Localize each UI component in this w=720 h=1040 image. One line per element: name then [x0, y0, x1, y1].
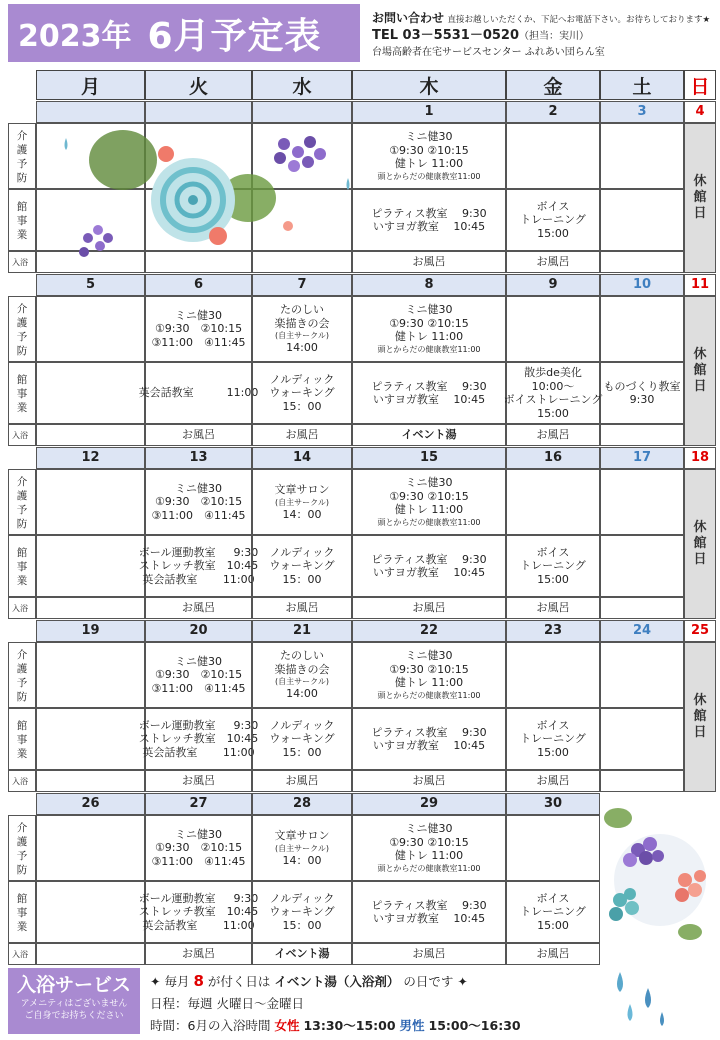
category-bath: 入浴 [8, 597, 36, 619]
bath-cell [145, 251, 252, 273]
bath-cell: お風呂 [352, 597, 506, 619]
care-cell: ミニ健30 ①9:30 ②10:15 健トレ 11:00 頭とからだの健康教室11:00 [352, 642, 506, 708]
bath-cell: お風呂 [145, 597, 252, 619]
care-cell [506, 123, 600, 189]
care-cell: ミニ健30 ①9:30 ②10:15 ③11:00 ④11:45 [145, 815, 252, 881]
date-cell [252, 101, 352, 123]
date-cell: 26 [36, 793, 145, 815]
female-time: 13:30～15:00 [303, 1018, 396, 1033]
date-cell: 4 [684, 101, 716, 123]
date-cell: 12 [36, 447, 145, 469]
hall-cell: ボイス トレーニング 15:00 [506, 535, 600, 597]
bath-cell: お風呂 [352, 770, 506, 792]
date-cell: 8 [352, 274, 506, 296]
bath-cell: お風呂 [506, 424, 600, 446]
category-care: 介 護 予 防 [8, 123, 36, 189]
care-cell [252, 123, 352, 189]
event-bath-name: イベント湯（入浴剤） [274, 974, 400, 989]
bath-cell: お風呂 [352, 943, 506, 965]
day-header-2: 水 [252, 70, 352, 100]
bath-cell [36, 770, 145, 792]
hall-cell [36, 362, 145, 424]
facility-name: 台場高齢者在宅サービスセンター ふれあい団らん室 [372, 47, 605, 58]
date-cell: 17 [600, 447, 684, 469]
care-cell: 文章サロン (自主サークル) 14：00 [252, 469, 352, 535]
hall-cell [600, 535, 684, 597]
bath-cell [36, 424, 145, 446]
title-banner [8, 4, 360, 62]
category-care: 介 護 予 防 [8, 469, 36, 535]
day-header-6: 日 [684, 70, 716, 100]
care-cell [36, 642, 145, 708]
bath-service-banner [8, 968, 140, 1034]
care-cell [506, 469, 600, 535]
hall-cell: ノルディック ウォーキング 15：00 [252, 535, 352, 597]
date-cell: 9 [506, 274, 600, 296]
closed-day: 休 館 日 [684, 123, 716, 273]
hall-cell: ピラティス教室 9:30 いすヨガ教室 10:45 [352, 362, 506, 424]
hall-cell [252, 189, 352, 251]
care-cell [36, 469, 145, 535]
day-header-3: 木 [352, 70, 506, 100]
hall-cell [36, 708, 145, 770]
date-cell: 1 [352, 101, 506, 123]
bath-cell [36, 251, 145, 273]
date-cell: 22 [352, 620, 506, 642]
date-cell: 11 [684, 274, 716, 296]
date-cell: 27 [145, 793, 252, 815]
care-cell [36, 123, 145, 189]
care-cell [506, 642, 600, 708]
day-header-4: 金 [506, 70, 600, 100]
bath-cell: お風呂 [145, 943, 252, 965]
bath-cell: お風呂 [252, 770, 352, 792]
closed-day: 休 館 日 [684, 642, 716, 792]
bath-service-title: 入浴サービス [16, 974, 131, 996]
male-time: 15:00～16:30 [428, 1018, 521, 1033]
date-cell: 19 [36, 620, 145, 642]
hall-cell: ものづくり教室 9:30 [600, 362, 684, 424]
hall-cell: ノルディック ウォーキング 15：00 [252, 708, 352, 770]
bath-cell: お風呂 [506, 943, 600, 965]
category-hall: 館 事 業 [8, 881, 36, 943]
hall-cell [36, 189, 145, 251]
inquiry-note: 直接お越しいただくか、下記へお電話下さい。お待ちしております★ [447, 15, 711, 25]
day-header-5: 土 [600, 70, 684, 100]
category-bath: 入浴 [8, 251, 36, 273]
closed-day: 休 館 日 [684, 469, 716, 619]
date-cell [36, 101, 145, 123]
inquiry-label: お問い合わせ [372, 11, 445, 25]
hall-cell: ボール運動教室 9:30 ストレッチ教室 10:45 英会話教室 11:00 [145, 535, 252, 597]
care-cell: ミニ健30 ①9:30 ②10:15 健トレ 11:00 頭とからだの健康教室11:00 [352, 296, 506, 362]
hall-cell: ボイス トレーニング 15:00 [506, 708, 600, 770]
amenity-note: アメニティはございません ご自身でお持ちください [20, 999, 128, 1021]
care-cell [36, 815, 145, 881]
care-cell [145, 123, 252, 189]
date-cell: 30 [506, 793, 600, 815]
raindrops-illustration [600, 968, 680, 1034]
date-cell: 16 [506, 447, 600, 469]
hall-cell: ボイス トレーニング 15:00 [506, 189, 600, 251]
care-cell: たのしい 楽描きの会 (自主サークル) 14:00 [252, 642, 352, 708]
day-header-1: 火 [145, 70, 252, 100]
bath-cell [600, 424, 684, 446]
bath-cell [600, 770, 684, 792]
date-cell: 28 [252, 793, 352, 815]
male-label: 男性 [399, 1018, 425, 1033]
contact-person: （担当：実川） [519, 31, 590, 42]
bath-schedule: 日程：毎週 火曜日～金曜日 [150, 996, 304, 1011]
care-cell [506, 296, 600, 362]
date-cell [145, 101, 252, 123]
date-cell: 25 [684, 620, 716, 642]
tel-number[interactable]: TEL 03－5531－0520 [372, 28, 520, 43]
hall-cell [145, 189, 252, 251]
care-cell: ミニ健30 ①9:30 ②10:15 健トレ 11:00 頭とからだの健康教室11:00 [352, 815, 506, 881]
date-cell: 5 [36, 274, 145, 296]
care-cell: ミニ健30 ①9:30 ②10:15 健トレ 11:00 頭とからだの健康教室11:00 [352, 469, 506, 535]
bath-cell: お風呂 [252, 597, 352, 619]
event-bath-line [150, 970, 521, 993]
page-title: 6月予定表 [147, 15, 322, 57]
care-cell [600, 642, 684, 708]
hall-cell [600, 189, 684, 251]
date-cell: 3 [600, 101, 684, 123]
category-care: 介 護 予 防 [8, 642, 36, 708]
care-cell: ミニ健30 ①9:30 ②10:15 健トレ 11:00 頭とからだの健康教室11:00 [352, 123, 506, 189]
hall-cell: ボイス トレーニング 15:00 [506, 881, 600, 943]
hall-cell: ピラティス教室 9:30 いすヨガ教室 10:45 [352, 881, 506, 943]
date-cell: 10 [600, 274, 684, 296]
bath-cell: お風呂 [145, 424, 252, 446]
event-mid: が付く日は [207, 974, 271, 989]
care-cell [600, 296, 684, 362]
date-cell: 13 [145, 447, 252, 469]
hall-cell: ノルディック ウォーキング 15：00 [252, 881, 352, 943]
care-cell: ミニ健30 ①9:30 ②10:15 ③11:00 ④11:45 [145, 469, 252, 535]
date-cell: 21 [252, 620, 352, 642]
date-cell: 23 [506, 620, 600, 642]
category-hall: 館 事 業 [8, 535, 36, 597]
date-cell: 18 [684, 447, 716, 469]
date-cell: 24 [600, 620, 684, 642]
female-label: 女性 [274, 1018, 300, 1033]
event-prefix: ✦ 毎月 [150, 974, 190, 989]
bath-cell [36, 943, 145, 965]
date-cell: 15 [352, 447, 506, 469]
hall-cell: ピラティス教室 9:30 いすヨガ教室 10:45 [352, 708, 506, 770]
year: 2023年 [18, 19, 132, 54]
care-cell: ミニ健30 ①9:30 ②10:15 ③11:00 ④11:45 [145, 296, 252, 362]
care-cell [36, 296, 145, 362]
hall-cell: ノルディック ウォーキング 15：00 [252, 362, 352, 424]
category-hall: 館 事 業 [8, 708, 36, 770]
care-cell [600, 469, 684, 535]
category-bath: 入浴 [8, 770, 36, 792]
date-cell: 6 [145, 274, 252, 296]
care-cell: ミニ健30 ①9:30 ②10:15 ③11:00 ④11:45 [145, 642, 252, 708]
category-care: 介 護 予 防 [8, 296, 36, 362]
category-care: 介 護 予 防 [8, 815, 36, 881]
bath-cell: イベント湯 [352, 424, 506, 446]
bath-cell: お風呂 [506, 597, 600, 619]
bath-cell [600, 251, 684, 273]
hydrangea-corner-illustration [590, 800, 718, 950]
hall-cell [600, 708, 684, 770]
hall-cell: 散歩de美化 10:00～ ボイストレーニング 15:00 [506, 362, 600, 424]
care-cell: 文章サロン (自主サークル) 14：00 [252, 815, 352, 881]
date-cell: 7 [252, 274, 352, 296]
care-cell [600, 123, 684, 189]
date-cell: 20 [145, 620, 252, 642]
bath-cell [600, 597, 684, 619]
bath-cell: お風呂 [352, 251, 506, 273]
hall-cell: ピラティス教室 9:30 いすヨガ教室 10:45 [352, 535, 506, 597]
contact-info [372, 10, 717, 61]
event-suffix: の日です ✦ [403, 974, 468, 989]
bath-hours-label: 時間：6月の入浴時間 [150, 1018, 271, 1033]
hall-cell: ボール運動教室 9:30 ストレッチ教室 10:45 英会話教室 11:00 [145, 881, 252, 943]
bath-cell: お風呂 [252, 424, 352, 446]
bath-cell [36, 597, 145, 619]
hall-cell [36, 535, 145, 597]
bath-cell: イベント湯 [252, 943, 352, 965]
hall-cell: 英会話教室 11:00 [145, 362, 252, 424]
hall-cell: ピラティス教室 9:30 いすヨガ教室 10:45 [352, 189, 506, 251]
care-cell: たのしい 楽描きの会 (自主サークル) 14:00 [252, 296, 352, 362]
bath-service-info [150, 970, 521, 1037]
hall-cell: ボール運動教室 9:30 ストレッチ教室 10:45 英会話教室 11:00 [145, 708, 252, 770]
bath-cell: お風呂 [145, 770, 252, 792]
bath-cell: お風呂 [506, 770, 600, 792]
closed-day: 休 館 日 [684, 296, 716, 446]
date-cell: 2 [506, 101, 600, 123]
category-hall: 館 事 業 [8, 189, 36, 251]
bath-cell: お風呂 [506, 251, 600, 273]
hall-cell [36, 881, 145, 943]
bath-cell [252, 251, 352, 273]
date-cell: 14 [252, 447, 352, 469]
category-bath: 入浴 [8, 943, 36, 965]
event-day-number: 8 [193, 972, 204, 990]
date-cell: 29 [352, 793, 506, 815]
care-cell [506, 815, 600, 881]
day-header-0: 月 [36, 70, 145, 100]
category-bath: 入浴 [8, 424, 36, 446]
category-hall: 館 事 業 [8, 362, 36, 424]
bath-hours [150, 1015, 521, 1037]
